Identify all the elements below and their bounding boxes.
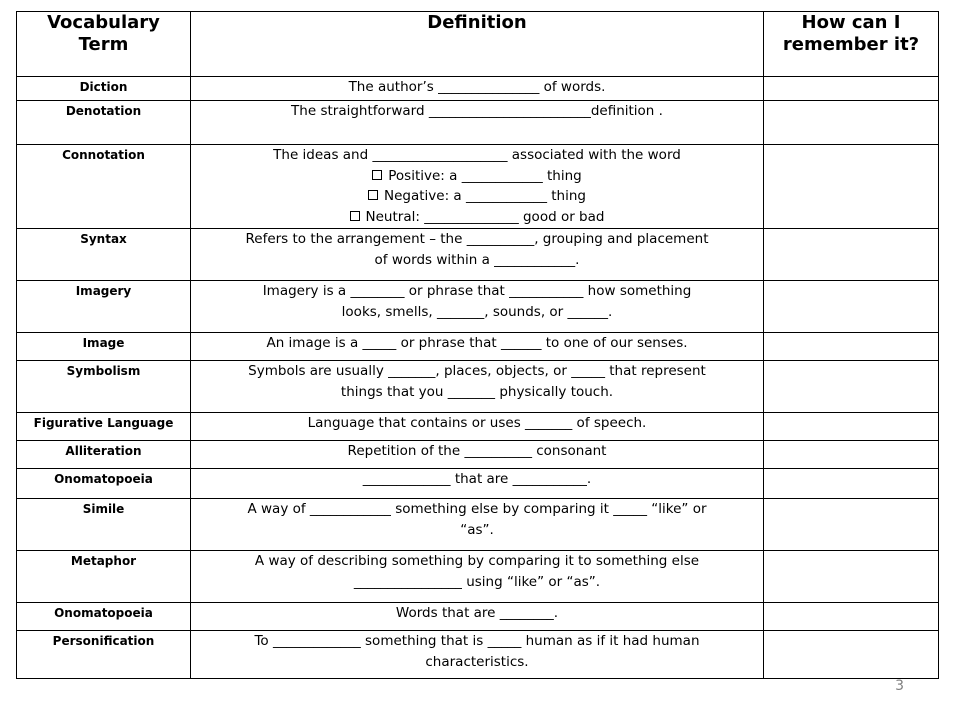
definition-cell	[191, 499, 764, 551]
definition-line: A way of describing something by comparing it to something else	[254, 553, 700, 569]
table-row	[17, 499, 939, 551]
remember-cell[interactable]	[764, 441, 939, 469]
header-remember: How can I remember it?	[764, 12, 939, 77]
definition-line: Repetition of the __________ consonant	[347, 443, 607, 459]
table-row	[17, 469, 939, 499]
definition-cell	[191, 229, 764, 281]
bullet-text: Negative: a ____________ thing	[383, 188, 586, 204]
remember-cell[interactable]	[764, 631, 939, 679]
definition-line: ________________ using “like” or “as”.	[353, 573, 601, 590]
definition-line: The straightforward ________________________definition .	[291, 103, 663, 119]
term-cell: Diction	[17, 77, 191, 101]
table-row	[17, 631, 939, 679]
table-row	[17, 333, 939, 361]
table-row	[17, 413, 939, 441]
definition-cell	[191, 361, 764, 413]
term-cell: Personification	[17, 631, 191, 679]
term-cell: Denotation	[17, 101, 191, 145]
definition-cell	[191, 281, 764, 333]
bullet-text: Neutral: ______________ good or bad	[365, 208, 605, 225]
term-cell: Alliteration	[17, 441, 191, 469]
checkbox-bullet-icon	[372, 170, 382, 180]
definition-cell	[191, 333, 764, 361]
definition-line: Language that contains or uses _______ of speech.	[307, 415, 647, 431]
definition-line: Symbols are usually _______, places, objects, or _____ that represent	[248, 363, 706, 379]
definition-cell	[191, 77, 764, 101]
definition-line: _____________ that are ___________.	[362, 471, 592, 487]
definition-cell	[191, 551, 764, 603]
bullet-text: Positive: a ____________ thing	[388, 167, 582, 184]
header-row	[17, 12, 939, 77]
definition-bullet	[195, 166, 759, 187]
term-cell: Figurative Language	[17, 413, 191, 441]
definition-cell	[191, 631, 764, 679]
term-cell: Connotation	[17, 145, 191, 229]
table-row	[17, 77, 939, 101]
remember-cell[interactable]	[764, 77, 939, 101]
table-row	[17, 361, 939, 413]
term-cell: Image	[17, 333, 191, 361]
remember-cell[interactable]	[764, 469, 939, 499]
remember-cell[interactable]	[764, 145, 939, 229]
definition-line: A way of ____________ something else by comparing it _____ “like” or	[247, 501, 707, 517]
table-row	[17, 101, 939, 145]
definition-line: characteristics.	[425, 653, 529, 670]
term-cell: Symbolism	[17, 361, 191, 413]
term-cell: Imagery	[17, 281, 191, 333]
table-row	[17, 551, 939, 603]
table-row	[17, 145, 939, 229]
definition-cell	[191, 469, 764, 499]
definition-bullet	[195, 186, 759, 207]
table-row	[17, 281, 939, 333]
term-cell: Onomatopoeia	[17, 603, 191, 631]
definition-line: looks, smells, _______, sounds, or ______.	[341, 303, 613, 320]
term-cell: Simile	[17, 499, 191, 551]
term-cell: Metaphor	[17, 551, 191, 603]
remember-cell[interactable]	[764, 551, 939, 603]
remember-cell[interactable]	[764, 413, 939, 441]
remember-cell[interactable]	[764, 499, 939, 551]
checkbox-bullet-icon	[350, 211, 360, 221]
definition-line: The author’s _______________ of words.	[348, 79, 606, 95]
page-number: 3	[895, 678, 904, 694]
definition-line: The ideas and ____________________ associated with the word	[273, 147, 681, 163]
term-cell: Onomatopoeia	[17, 469, 191, 499]
definition-line: of words within a ____________.	[374, 251, 580, 268]
header-definition: Definition	[191, 12, 764, 77]
definition-cell	[191, 145, 764, 229]
remember-cell[interactable]	[764, 101, 939, 145]
term-cell: Syntax	[17, 229, 191, 281]
definition-line: Words that are ________.	[395, 605, 559, 621]
definition-line: To _____________ something that is _____ human as if it had human	[254, 633, 700, 649]
definition-cell	[191, 441, 764, 469]
definition-cell	[191, 101, 764, 145]
remember-cell[interactable]	[764, 281, 939, 333]
table-row	[17, 229, 939, 281]
header-vocabulary-term: Vocabulary Term	[17, 12, 191, 77]
definition-line: “as”.	[460, 521, 494, 538]
table-row	[17, 603, 939, 631]
definition-line: Imagery is a ________ or phrase that ___________ how something	[262, 283, 692, 299]
remember-cell[interactable]	[764, 603, 939, 631]
remember-cell[interactable]	[764, 361, 939, 413]
definition-cell	[191, 413, 764, 441]
remember-cell[interactable]	[764, 229, 939, 281]
remember-cell[interactable]	[764, 333, 939, 361]
definition-line: An image is a _____ or phrase that ______ to one of our senses.	[266, 335, 688, 351]
definition-bullet	[195, 207, 759, 228]
vocabulary-table	[16, 11, 939, 679]
definition-line: things that you _______ physically touch.	[340, 383, 614, 400]
definition-line: Refers to the arrangement – the __________, grouping and placement	[245, 231, 709, 247]
checkbox-bullet-icon	[368, 190, 378, 200]
definition-cell	[191, 603, 764, 631]
table-row	[17, 441, 939, 469]
